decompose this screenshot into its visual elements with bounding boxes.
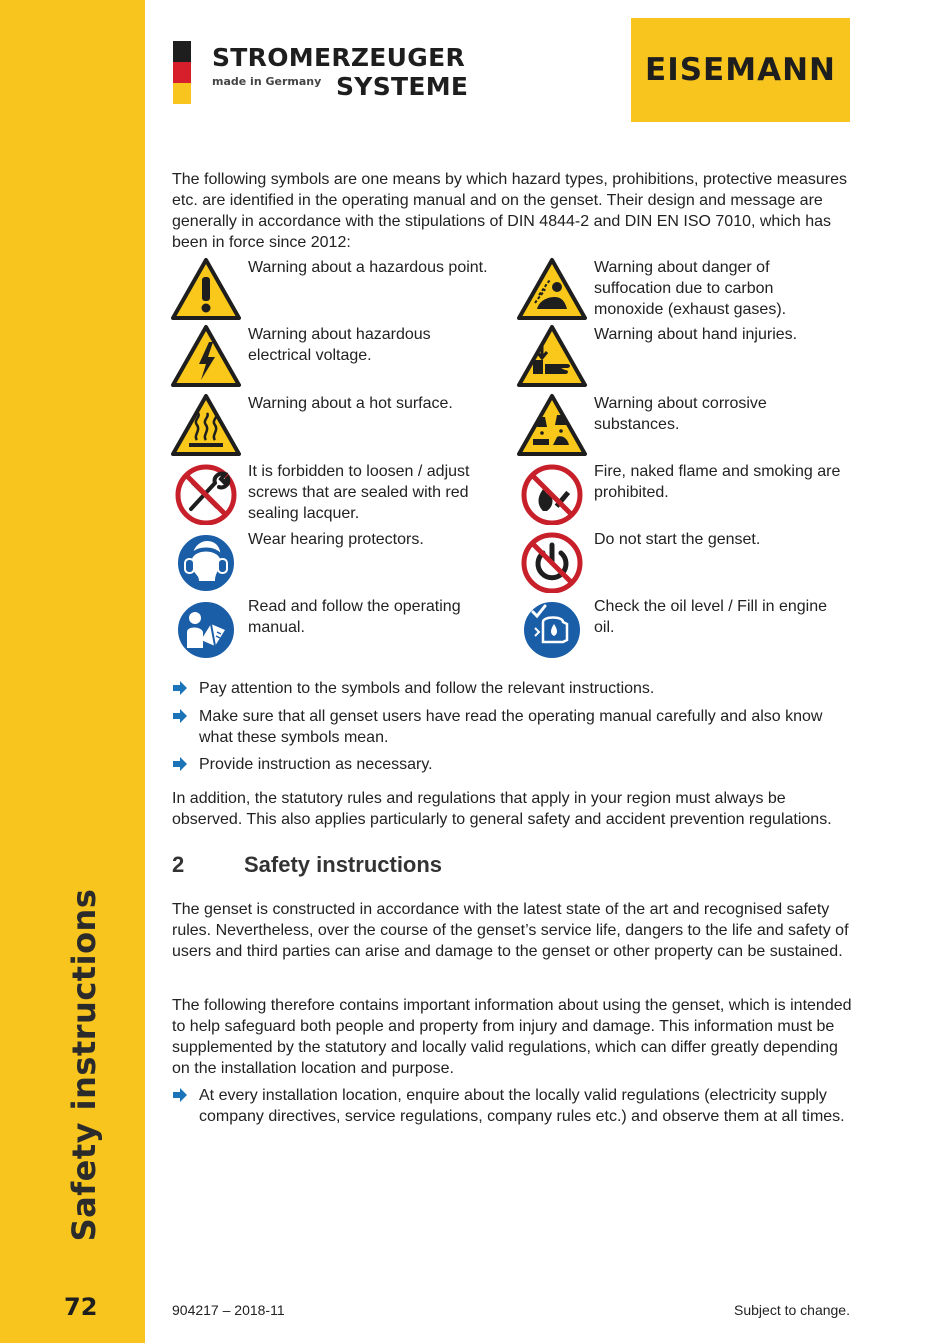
intro-paragraph: The following symbols are one means by which hazard types, prohibitions, protective measures etc. are identified in the operating manual and on the genset. Their design and message are generally in accordance with the stipulations of DIN 4844-2 and DIN EN ISO 7010, which has been in force since 2012: [172, 171, 847, 251]
information-paragraph: The following therefore contains important information about using the genset, which is intended to help safeguard both people and property from injury and damage. This information must be supplemented by the statutory and locally valid regulations, which can differ greatly depending on the installation location and purpose. [172, 997, 852, 1077]
warning-corrosive-icon [517, 393, 587, 457]
warning-hot-surface-icon [171, 393, 241, 457]
arrow-right-icon [172, 1087, 188, 1103]
warning-electrical-voltage-icon [171, 324, 241, 388]
symbol-text: Warning about corrosive substances. [594, 395, 767, 433]
symbol-item [517, 393, 852, 459]
german-flag-logo [173, 41, 191, 104]
document-id: 904217 – 2018-11 [172, 1302, 285, 1318]
symbol-text: Warning about hazardous electrical voltage. [248, 326, 431, 364]
symbol-item [517, 257, 852, 323]
symbol-text: Warning about hand injuries. [594, 326, 798, 343]
symbol-item [517, 529, 852, 595]
prohibited-fire-smoking-icon [517, 461, 587, 525]
symbol-item [517, 461, 852, 527]
section-title: Safety instructions [244, 852, 443, 877]
list-item-text: Make sure that all genset users have read the operating manual carefully and also know what these symbols mean. [199, 708, 823, 746]
read-manual-icon [171, 596, 241, 660]
arrow-right-icon [172, 756, 188, 772]
page-number: 72 [64, 1293, 98, 1321]
symbol-item [517, 596, 852, 662]
symbol-item [171, 596, 501, 662]
symbol-text: Read and follow the operating manual. [248, 598, 461, 636]
symbol-item [171, 257, 501, 323]
symbol-text: Warning about danger of suffocation due to carbon monoxide (exhaust gases). [594, 259, 787, 318]
sidebar [0, 0, 145, 1343]
brand-line-1: STROMERZEUGER [212, 43, 466, 72]
footer-note: Subject to change. [734, 1302, 850, 1318]
symbol-item [171, 324, 501, 390]
symbol-text: It is forbidden to loosen / adjust screws that are sealed with red sealing lacquer. [248, 463, 470, 522]
warning-suffocation-icon [517, 257, 587, 321]
regulations-paragraph: In addition, the statutory rules and regulations that apply in your region must always be observed. This also applies particularly to general safety and accident prevention regulations. [172, 790, 832, 828]
prohibited-adjust-screws-icon [171, 461, 241, 525]
brand-line-2: SYSTEME [336, 72, 469, 101]
symbol-text: Check the oil level / Fill in engine oil. [594, 598, 828, 636]
arrow-right-icon [172, 708, 188, 724]
symbol-text: Warning about a hazardous point. [248, 259, 488, 276]
list-item-text: At every installation location, enquire about the locally valid regulations (electricity supply company directives, service regulations, company rules etc.) and observe them at all times. [199, 1087, 845, 1125]
check-oil-level-icon [517, 596, 587, 660]
list-item-text: Provide instruction as necessary. [199, 756, 433, 773]
symbol-text: Do not start the genset. [594, 531, 761, 548]
arrow-right-icon [172, 680, 188, 696]
company-logo [631, 18, 850, 122]
genset-paragraph: The genset is constructed in accordance with the latest state of the art and recognised safety rules. Nevertheless, over the course of the genset’s service life, dangers to the life and safety of users and third parties can arise and damage to the genset or other property can be sustained. [172, 901, 849, 960]
wear-hearing-protection-icon [171, 529, 241, 593]
symbol-text: Warning about a hot surface. [248, 395, 453, 412]
symbol-text: Fire, naked flame and smoking are prohibited. [594, 463, 841, 501]
warning-hand-injury-icon [517, 324, 587, 388]
warning-hazardous-point-icon [171, 257, 241, 321]
symbol-item [171, 393, 501, 459]
symbol-text: Wear hearing protectors. [248, 531, 424, 548]
symbol-item [171, 529, 501, 595]
list-item-text: Pay attention to the symbols and follow the relevant instructions. [199, 680, 655, 697]
brand-tagline: made in Germany [212, 75, 322, 88]
sidebar-title: Safety instructions [65, 888, 103, 1242]
section-number: 2 [172, 852, 185, 877]
symbol-item [517, 324, 852, 390]
do-not-start-icon [517, 529, 587, 593]
symbol-item [171, 461, 501, 527]
company-name: EISEMANN [645, 52, 836, 88]
